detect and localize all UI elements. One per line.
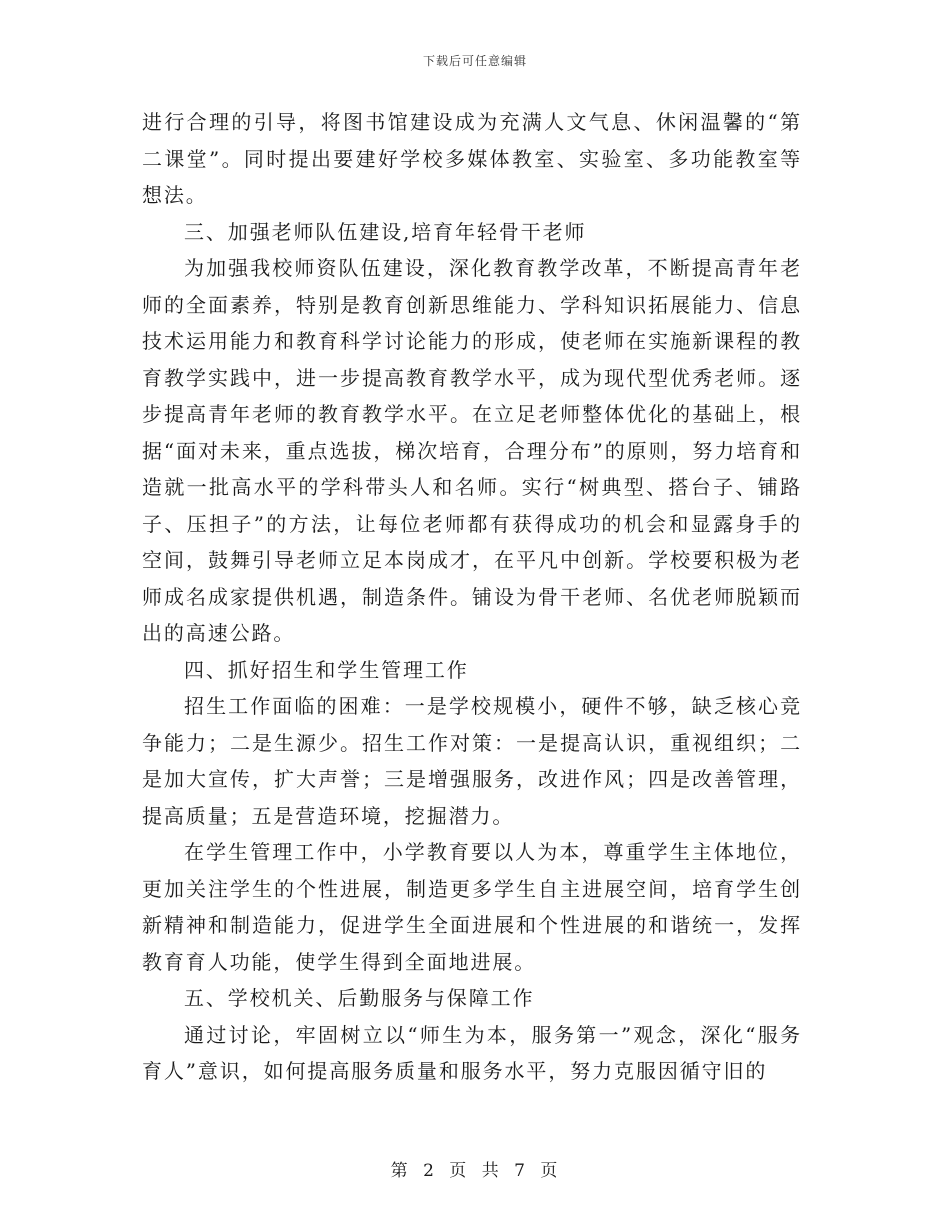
paragraph-service: 通过讨论，牢固树立以“师生为本，服务第一”观念，深化“服务育人”意识，如何提高服务质量和服务水平，努力克服因循守旧的 — [142, 1022, 802, 1083]
page-header-note: 下载后可任意编辑 — [422, 54, 527, 68]
footer-current-page: 2 — [423, 1161, 436, 1181]
footer-suffix: 页 — [540, 1161, 560, 1181]
section-heading-5: 五、学校机关、后勤服务与保障工作 — [184, 986, 535, 1010]
paragraph-continuation: 进行合理的引导，将图书馆建设成为充满人文气息、休闲温馨的“第二课堂”。同时提出要建好学校多媒体教室、实验室、多功能教室等想法。 — [142, 110, 802, 207]
footer-mid: 页 — [449, 1161, 469, 1181]
paragraph-teacher-team: 为加强我校师资队伍建设，深化教育教学改革，不断提高青年老师的全面素养，特别是教育创新思维能力、学科知识拓展能力、信息技术运用能力和教育科学讨论能力的形成，使老师在实施新课程的教育教学实践中，进一步提高教育教学水平，成为现代型优秀老师。逐步提高青年老师的教育教学水平。在立足老师整体优化的基础上，根据“面对未来，重点选拔，梯次培育，合理分布”的原则，努力培育和造就一批高水平的学科带头人和名师。实行“树典型、搭台子、铺路子、压担子”的方法，让每位老师都有获得成功的机会和显露身手的空间，鼓舞引导老师立足本岗成才，在平凡中创新。学校要积极为老师成名成家提供机遇，制造条件。铺设为骨干老师、名优老师脱颖而出的高速公路。 — [142, 256, 802, 645]
paragraph-enrollment: 招生工作面临的困难：一是学校规模小，硬件不够，缺乏核心竞争能力；二是生源少。招生工作对策：一是提高认识，重视组织；二是加大宣传，扩大声誉；三是增强服务，改进作风；四是改善管理，提高质量；五是营造环境，挖掘潜力。 — [142, 694, 802, 828]
paragraph-student-management: 在学生管理工作中，小学教育要以人为本，尊重学生主体地位，更加关注学生的个性进展，制造更多学生自主进展空间，培育学生创新精神和制造能力，促进学生全面进展和个性进展的和谐统一，发挥教育育人功能，使学生得到全面地进展。 — [142, 840, 802, 974]
footer-prefix: 第 — [390, 1161, 410, 1181]
footer-total-label: 共 — [481, 1161, 501, 1181]
footer-total-pages: 7 — [514, 1161, 527, 1181]
document-body — [142, 104, 802, 1090]
section-heading-4: 四、抓好招生和学生管理工作 — [184, 657, 469, 682]
section-heading-3: 三、加强老师队伍建设,培育年轻骨干老师 — [184, 219, 587, 244]
page-number-footer — [0, 1156, 950, 1181]
